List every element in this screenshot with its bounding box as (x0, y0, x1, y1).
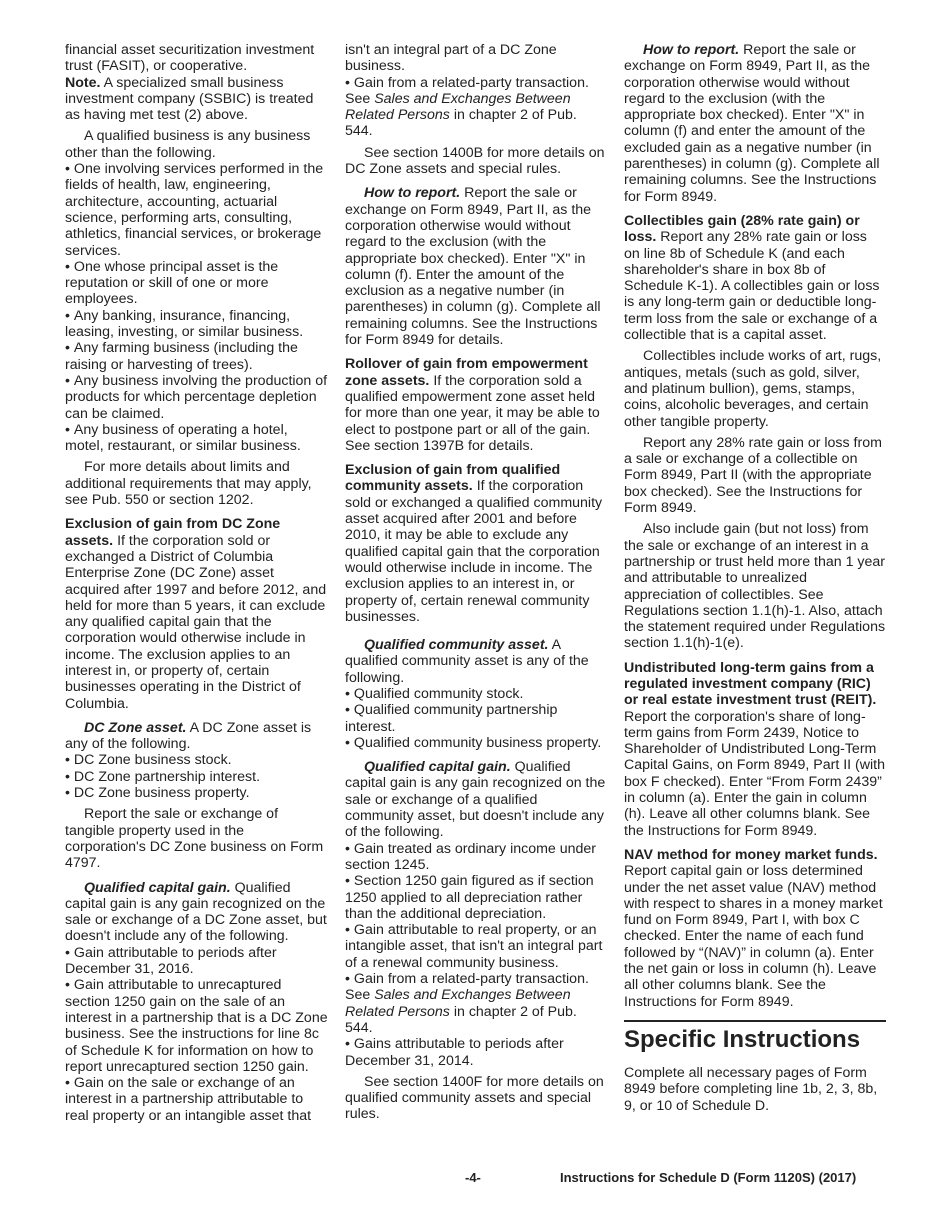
column-3 (624, 42, 886, 1119)
subheading-text: Qualified capital gain is any gain recognized on the sale or exchange of a DC Zone asset, but doesn't include any of the following. (65, 879, 327, 945)
publication-reference: Sales and Exchanges Between Related Persons (345, 90, 571, 124)
community-assets-section (345, 462, 607, 625)
dc-zone-asset-paragraph (65, 720, 328, 753)
footer-title: Instructions for Schedule D (Form 1120S) (2017) (560, 1170, 857, 1185)
subheading: How to report. (364, 185, 461, 202)
section-heading: Rollover of gain from empowerment zone assets. (345, 356, 588, 389)
list-item: • Gain attributable to periods after December 31, 2016. (65, 945, 328, 978)
how-to-report-paragraph (624, 42, 886, 205)
subheading-text: Report the sale or exchange on Form 8949, Part II, as the corporation otherwise would without regard to the exclusion (with the appropriate box checked). Enter "X" in column (f). Enter the amount of the exclusion as a negative number (in parentheses) in column (g). Complete all remaining columns. See the Instructions for Form 8949 for details. (345, 185, 601, 349)
subheading-text: A qualified community asset is any of the following. (345, 637, 589, 686)
list-item: • Any business of operating a hotel, motel, restaurant, or similar business. (65, 422, 328, 455)
paragraph: financial asset securitization investment trust (FASIT), or cooperative. (65, 42, 315, 75)
collectibles-section (624, 213, 886, 343)
list-item: • Gain treated as ordinary income under section 1245. (345, 841, 607, 874)
section-heading: NAV method for money market funds. (624, 846, 878, 863)
subheading-text: A DC Zone asset is any of the following. (65, 719, 312, 753)
undistributed-gains-section (624, 660, 886, 839)
list-item: • DC Zone business property. (65, 785, 328, 801)
list-item: • Qualified community stock. (345, 686, 607, 702)
nav-method-section (624, 847, 886, 1010)
section-divider (624, 1020, 886, 1022)
qualified-capital-gain-list (345, 841, 607, 1069)
note-text: A specialized small business investment company (SSBIC) is treated as having met test (2) above. (65, 74, 314, 124)
list-item: • Section 1250 gain figured as if section 1250 applied to all depreciation rather than the additional depreciation. (345, 873, 607, 922)
list-item: • Any banking, insurance, financing, leasing, investing, or similar business. (65, 308, 328, 341)
list-item: • Any farming business (including the raising or harvesting of trees). (65, 340, 328, 373)
paragraph: Complete all necessary pages of Form 8949 before completing line 1b, 2, 3, 8b, 9, or 10 of Schedule D. (624, 1064, 878, 1114)
subheading: Qualified capital gain. (84, 879, 231, 896)
paragraph: See section 1400B for more details on DC Zone assets and special rules. (345, 144, 605, 178)
subheading: Qualified community asset. (364, 637, 549, 654)
specific-instructions-heading: Specific Instructions (624, 1025, 861, 1053)
paragraph: For more details about limits and additional requirements that may apply, see Pub. 550 or section 1202. (65, 459, 312, 509)
list-item: • Gains attributable to periods after December 31, 2014. (345, 1036, 607, 1069)
rollover-section (345, 356, 607, 454)
note-paragraph (65, 75, 328, 124)
subheading-text: Qualified capital gain is any gain recognized on the sale or exchange of a qualified community asset, but doesn't include any of the following. (345, 759, 606, 841)
qualified-community-asset-paragraph (345, 637, 607, 686)
section-text: Report capital gain or loss determined under the net asset value (NAV) method with respect to shares in a money market fund on Form 8949, Part I, with box C checked. Enter the name of each fund followed by “(NAV)” in column (a). Enter the net gain or loss in column (h). Leave all other columns blank. See the Instructions for Form 8949. (624, 863, 883, 1010)
dc-zone-asset-list (65, 752, 328, 801)
list-item: • Any business involving the production of products for which percentage depletion can be claimed. (65, 373, 328, 422)
list-item: • DC Zone partnership interest. (65, 769, 328, 785)
list-item: • Gain attributable to unrecaptured section 1250 gain on the sale of an interest in a partnership that is a DC Zone business. See the instructions for line 8c of Schedule K for information on how to report unrecaptured section 1250 gain. (65, 977, 328, 1075)
paragraph: Also include gain (but not loss) from the sale or exchange of an interest in a partnership or trust held more than 1 year and attributable to unrealized appreciation of collectibles. See Regulations section 1.1(h)-1. Also, attach the statement required under Regulations section 1.1(h)-1(e). (624, 521, 886, 652)
paragraph: isn't an integral part of a DC Zone business. (345, 42, 557, 75)
section-text: Report any 28% rate gain or loss on line 8b of Schedule K (and each shareholder's share in box 8b of Schedule K-1). A collectibles gain or loss is any long-term gain or deductible long-term loss from the sale or exchange of a collectible that is a capital asset. (624, 229, 880, 344)
subheading: How to report. (643, 42, 740, 58)
list-item: • Qualified community business property. (345, 735, 607, 751)
paragraph: Report any 28% rate gain or loss from a sale or exchange of a collectible on Form 8949, Part II (with the appropriate box checked). See the Instructions for Form 8949. (624, 434, 882, 517)
paragraph: See section 1400F for more details on qualified community assets and special rules. (345, 1073, 604, 1123)
qualified-capital-gain-paragraph (65, 880, 328, 945)
subheading-text: Report the sale or exchange on Form 8949, Part II, as the corporation otherwise would without regard to the exclusion (with the appropriate box checked). Enter "X" in column (f) and enter the amount of the excluded gain as a negative number (in parentheses) in column (g). Complete all remaining columns. See the Instructions for Form 8949. (624, 42, 880, 205)
how-to-report-paragraph (345, 185, 607, 348)
paragraph: Report the sale or exchange of tangible property used in the corporation's DC Zone business on Form 4797. (65, 806, 324, 872)
list-item: • Gain on the sale or exchange of an interest in a partnership attributable to real property or an intangible asset that (65, 1075, 328, 1124)
column-1 (65, 42, 328, 1124)
column-2 (345, 42, 607, 1128)
paragraph: Collectibles include works of art, rugs, antiques, metals (such as gold, silver, and platinum bullion), gems, stamps, coins, alcoholic beverages, and certain other tangible property. (624, 348, 882, 430)
paragraph: A qualified business is any business other than the following. (65, 128, 311, 161)
section-text: If the corporation sold or exchanged a qualified community asset acquired after 2001 and before 2010, it may be able to exclude any qualified capital gain that the corporation would otherwise include in income. The exclusion applies to an interest in, or property of, certain renewal community businesses. (345, 478, 603, 625)
subheading: Qualified capital gain. (364, 759, 511, 776)
qualified-community-asset-list (345, 686, 607, 751)
section-heading: Exclusion of gain from DC Zone assets. (65, 516, 281, 549)
section-text: If the corporation sold a qualified empowerment zone asset held for more than one year, it may be able to elect to postpone part or all of the gain. See section 1397B for details. (345, 372, 600, 454)
section-text: If the corporation sold or exchanged a District of Columbia Enterprise Zone (DC Zone) asset acquired after 1997 and before 2012, and held for more than 5 years, it can exclude any qualified capital gain that the corporation would otherwise include in income. The exclusion applies to an interest in, or property of, certain businesses operating in the District of Columbia. (65, 532, 327, 712)
qualified-business-list (65, 161, 328, 454)
list-item: • Gain from a related-party transaction. See Sales and Exchanges Between Related Persons in chapter 2 of Pub. 544. (345, 971, 607, 1036)
list-item: • One whose principal asset is the reputation or skill of one or more employees. (65, 259, 328, 308)
list-item: • One involving services performed in the fields of health, law, engineering, architecture, accounting, actuarial science, performing arts, consulting, athletics, financial services, or brokerage services. (65, 161, 328, 259)
section-heading: Collectibles gain (28% rate gain) or loss. (624, 212, 860, 246)
list-item: • Gain attributable to real property, or an intangible asset, that isn't an integral part of a renewal community business. (345, 922, 607, 971)
list-item: • Gain from a related-party transaction. See Sales and Exchanges Between Related Persons in chapter 2 of Pub. 544. (345, 75, 607, 140)
publication-reference: Sales and Exchanges Between Related Persons (345, 987, 571, 1020)
qualified-capital-gain-list (65, 945, 328, 1124)
section-heading: Undistributed long-term gains from a regulated investment company (RIC) or real estate investment trust (REIT). (624, 659, 877, 709)
dc-zone-section (65, 516, 328, 712)
list-item: • Qualified community partnership interest. (345, 702, 607, 735)
section-heading: Exclusion of gain from qualified community assets. (345, 462, 561, 495)
page-number: -4- (465, 1170, 481, 1185)
qualified-capital-gain-paragraph (345, 759, 607, 840)
note-label: Note. (65, 74, 101, 91)
list-item: • DC Zone business stock. (65, 752, 328, 768)
subheading: DC Zone asset. (84, 719, 187, 736)
section-text: Report the corporation's share of long-term gains from Form 2439, Notice to Shareholder of Undistributed Long-Term Capital Gains, on Form 8949, Part II (with box F checked). Enter “From Form 2439” in column (a). Enter the gain in column (h). Leave all other columns blank. See the Instructions for Form 8949. (624, 708, 886, 839)
